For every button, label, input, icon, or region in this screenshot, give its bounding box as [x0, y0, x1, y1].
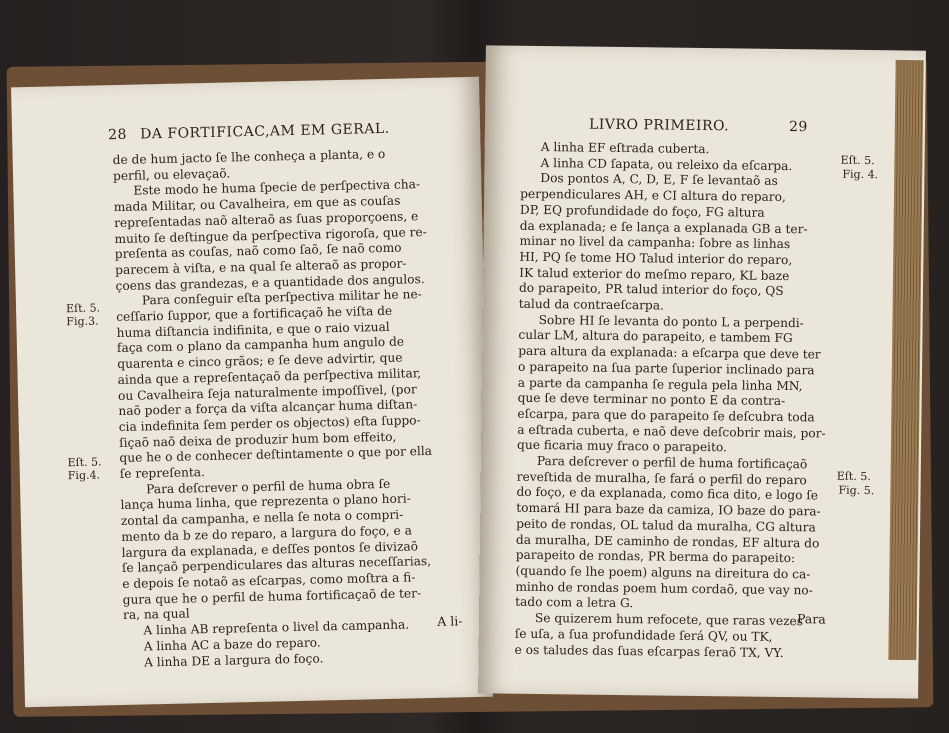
text-line: do parapeito, PR talud interior do foço, QS: [518, 281, 784, 299]
text-line: ſe uſa, a ſua profundidade ſerá QV, ou TK,: [514, 626, 773, 644]
text-line: ou Cavalheira ſeja naturalmente impoſſivel, (por: [117, 381, 417, 403]
text-line: eſcarpa, para que do parapeito ſe deſcubra toda: [517, 406, 815, 425]
left-running-head: DA FORTIFICAC,AM EM GERAL.: [139, 120, 390, 143]
text-line: preſenta as couſas, naõ como ſaõ, ſe naõ como: [114, 240, 402, 262]
margin-note: Fig. 5.: [838, 483, 875, 498]
catchword: Para: [796, 611, 826, 627]
text-line: parecem à viſta, e na qual ſe alteraõ as propor-: [115, 256, 407, 277]
text-line: ceſſario ſuppor, que a fortificaçaõ he viſta de: [116, 303, 393, 325]
text-line: talud da contraeſcarpa.: [518, 296, 665, 313]
text-line: huma diſtancia indifinita, e que o raio vizual: [116, 319, 390, 340]
text-line: faça com o plano da campanha hum angulo de: [116, 334, 405, 356]
text-line: minar no livel da campanha: ſobre as linhas: [519, 233, 791, 252]
text-line: da explanada; e ſe lança a explanada GB a ter-: [519, 218, 808, 236]
right-body-text: [514, 140, 834, 662]
text-line: quarenta e cinco grãos; e ſe deve advirtir, que: [117, 350, 403, 372]
text-line: mada Militar, ou Cavalheira, em que as couſas: [113, 193, 401, 215]
text-line: perfil, ou elevaçaõ.: [112, 166, 231, 183]
text-line: Este modo he huma ſpecie de perſpectiva cha-: [133, 177, 421, 199]
text-line: perpendiculares AH, e CI altura do reparo,: [520, 186, 786, 205]
text-line: muito ſe deſtingue da perſpectiva rigoroſa, que re-: [114, 224, 427, 246]
text-line: a parte da campanha ſe regula pela linha MN,: [517, 375, 803, 393]
left-body-text: [113, 145, 477, 671]
text-line: mento da b ze do reparo, a largura do foço, e a: [121, 523, 413, 544]
text-line: largura da explanada, e deſſes pontos ſe divizaõ: [121, 538, 419, 560]
margin-note: Eſt. 5.: [840, 153, 875, 168]
text-line: que ſe deve terminar no ponto E da contra-: [517, 391, 786, 409]
right-page-number: 29: [788, 119, 808, 136]
text-line: (quando ſe lhe poem) alguns na direitura do ca-: [515, 563, 811, 582]
right-running-head: LIVRO PRIMEIRO.: [588, 116, 730, 135]
text-line: cular LM, altura do parapeito, e tambem FG: [518, 328, 793, 346]
text-line: Para deſcrever o perfil de huma fortificaçaõ: [536, 454, 808, 472]
margin-note: Eſt. 5.: [836, 469, 871, 484]
text-line: ſiçaõ naõ deixa de produzir hum bom effeito,: [118, 429, 397, 450]
text-line: tado com a letra G.: [515, 595, 634, 611]
text-line: que ficaria muy fraco o parapeito.: [517, 438, 727, 455]
text-line: zontal da campanha, e nella ſe nota o compri-: [120, 507, 404, 529]
text-line: e os taludes das ſuas eſcarpas ſeraõ TX, VY.: [514, 642, 784, 660]
text-line: minho de rondas poem hum cordaõ, que vay no-: [515, 579, 813, 598]
text-line: DP, EQ profundidade do foço, FG altura: [519, 202, 765, 220]
text-line: tomará HI para baze da camiza, IO baze do para-: [516, 500, 821, 519]
text-line: Dos pontos A, C, D, E, F ſe levantaõ as: [540, 171, 778, 189]
margin-note: Fig.4.: [67, 468, 101, 483]
left-page-number: 28: [107, 126, 128, 144]
text-line: A linha CD ſapata, ou releixo da eſcarpa.: [540, 155, 793, 173]
text-line: naõ poder a força da viſta alcançar huma diſtan-: [118, 397, 418, 419]
text-line: a eſtrada cuberta, e naõ deve deſcobrir mais, por-: [517, 422, 826, 441]
text-line: ſe lançaõ perpendiculares das alturas neceſſarias,: [121, 554, 432, 576]
left-page: [11, 77, 493, 707]
text-line: A linha DE a largura do foço.: [143, 650, 324, 670]
text-line: çoens das grandezas, e a quantidade dos angulos.: [115, 271, 425, 293]
text-line: e depois ſe notaõ as eſcarpas, como moſtra a fi-: [122, 570, 416, 591]
text-line: IK talud exterior do meſmo reparo, KL baze: [519, 265, 790, 283]
text-line: Sobre HI ſe levanta do ponto L a perpendi-: [538, 312, 804, 330]
text-line: o parapeito na ſua parte ſuperior inclinado para: [517, 359, 815, 378]
text-line: gura que he o perfil de huma fortificaçaõ de ter-: [122, 585, 422, 607]
text-line: A linha AB repreſenta o livel da campanha.: [143, 617, 410, 638]
text-line: HI, PQ ſe tome HO Talud interior do reparo,: [519, 249, 793, 268]
catchword: A li-: [437, 613, 463, 629]
margin-note: Fig.3.: [66, 314, 99, 329]
text-line: A linha AC a baze do reparo.: [143, 635, 321, 654]
text-line: parapeito de rondas, PR berma do parapeito:: [515, 548, 796, 566]
text-line: lança huma linha, que reprezenta o plano hori-: [120, 491, 411, 513]
text-line: Se quizerem hum refocete, que raras vezes: [534, 611, 804, 629]
text-line: reveſtida de muralha, ſe fará o perfil do reparo: [516, 469, 807, 488]
text-line: para altura da explanada: a eſcarpa que deve ter: [518, 343, 821, 362]
margin-note: Eſt. 5.: [67, 455, 102, 470]
text-line: A linha EF eſtrada cuberta.: [540, 140, 710, 157]
text-line: repreſentadas naõ alteraõ as ſuas proporçoens, e: [113, 208, 419, 230]
text-line: do foço, e da explanada, como fica dito, e logo ſe: [516, 485, 819, 503]
text-line: peito de rondas, OL talud da muralha, CG altura: [516, 516, 816, 535]
text-line: ſe repreſenta.: [119, 465, 206, 482]
right-page: [478, 45, 926, 698]
text-line: Para conſeguir eſta perſpectiva militar he ne-: [141, 287, 422, 308]
margin-note: Fig. 4.: [842, 167, 879, 182]
text-line: cia indefinita ſem perder os objectos) eſta ſuppo-: [118, 413, 421, 434]
text-line: que he o de conhecer deſtintamente o que por ella: [119, 444, 433, 466]
text-line: de de hum jacto ſe lhe conheça a planta, e o: [112, 146, 386, 168]
text-line: Para deſcrever o perfil de huma obra ſe: [146, 476, 391, 497]
text-line: da muralha, DE caminho de rondas, EF altura do: [515, 532, 820, 551]
margin-note: Eſt. 5.: [65, 301, 101, 316]
text-line: ainda que a repreſentaçaõ da perſpectiva militar,: [117, 366, 422, 387]
text-line: ra, na qual: [122, 606, 190, 623]
